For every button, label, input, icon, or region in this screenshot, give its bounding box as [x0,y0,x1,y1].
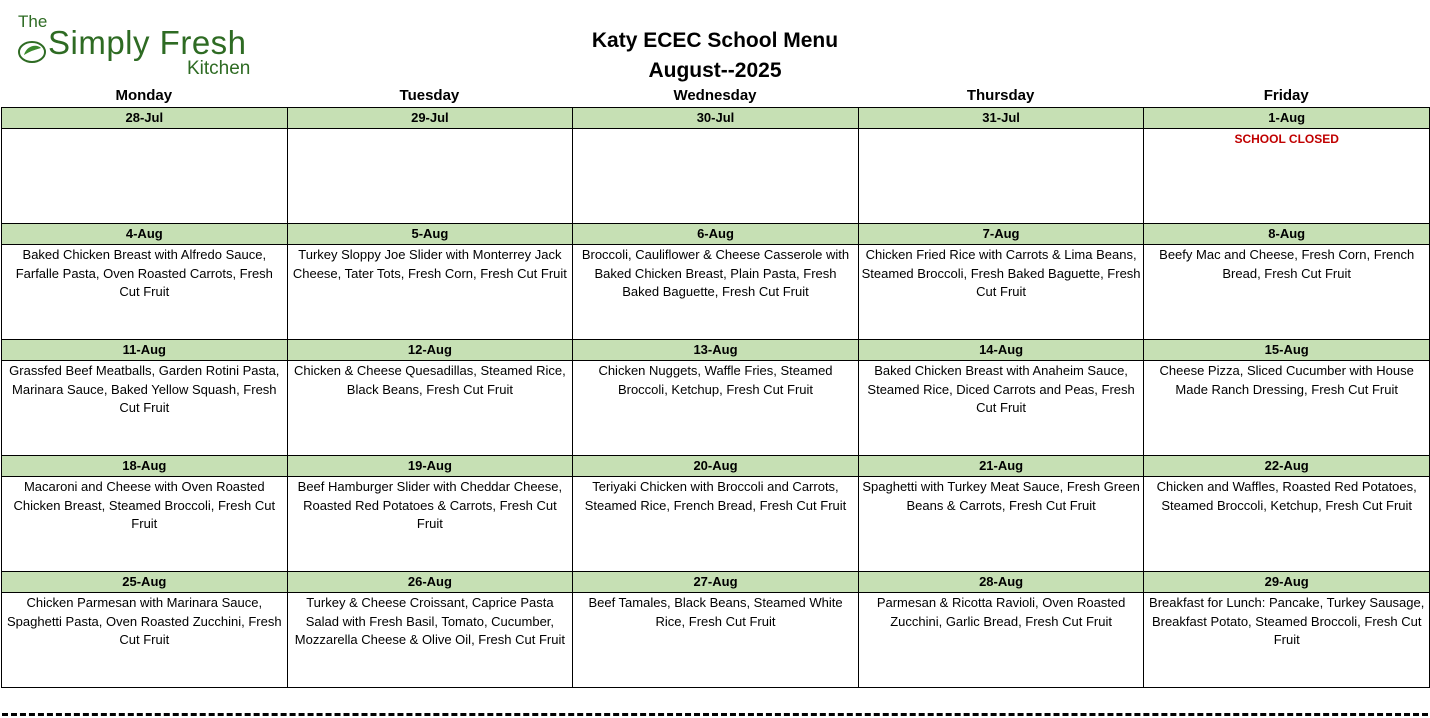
menu-cell: Grassfed Beef Meatballs, Garden Rotini Pasta, Marinara Sauce, Baked Yellow Squash, Fresh Cut Fruit [2,361,288,456]
day-headers [1,86,1429,106]
page-title [0,26,1430,86]
date-cell: 5-Aug [288,224,574,245]
date-cell: 14-Aug [859,340,1145,361]
menu-cell [2,129,288,224]
logo-the-text: The [18,12,48,31]
menu-cell: Chicken Parmesan with Marinara Sauce, Spaghetti Pasta, Oven Roasted Zucchini, Fresh Cut Fruit [2,593,288,688]
menu-cell [573,129,859,224]
week-row-4 [2,456,1430,477]
day-header-friday: Friday [1263,87,1309,104]
menu-cell: Turkey Sloppy Joe Slider with Monterrey Jack Cheese, Tater Tots, Fresh Corn, Fresh Cut Fruit [288,245,574,340]
menu-cell: Baked Chicken Breast with Anaheim Sauce, Steamed Rice, Diced Carrots and Peas, Fresh Cut Fruit [859,361,1145,456]
logo-kitchen-text: Kitchen [187,58,251,79]
date-cell: 6-Aug [573,224,859,245]
menu-cell: Chicken and Waffles, Roasted Red Potatoes, Steamed Broccoli, Ketchup, Fresh Cut Fruit [1144,477,1430,572]
date-cell: 26-Aug [288,572,574,593]
menu-cell: Parmesan & Ricotta Ravioli, Oven Roasted Zucchini, Garlic Bread, Fresh Cut Fruit [859,593,1145,688]
date-cell: 19-Aug [288,456,574,477]
title-line-1: Katy ECEC School Menu [591,29,839,52]
date-cell: 20-Aug [573,456,859,477]
title-line-2: August--2025 [648,59,782,82]
date-cell: 1-Aug [1144,108,1430,129]
menu-row-4 [2,477,1430,572]
menu-row-1 [2,129,1430,224]
menu-cell: Teriyaki Chicken with Broccoli and Carrots, Steamed Rice, French Bread, Fresh Cut Fruit [573,477,859,572]
menu-cell: Cheese Pizza, Sliced Cucumber with House Made Ranch Dressing, Fresh Cut Fruit [1144,361,1430,456]
date-cell: 30-Jul [573,108,859,129]
menu-cell: Chicken & Cheese Quesadillas, Steamed Rice, Black Beans, Fresh Cut Fruit [288,361,574,456]
school-closed-notice: SCHOOL CLOSED [1144,129,1430,224]
day-header-wednesday: Wednesday [673,87,757,104]
menu-cell: Baked Chicken Breast with Alfredo Sauce, Farfalle Pasta, Oven Roasted Carrots, Fresh Cut Fruit [2,245,288,340]
date-cell: 8-Aug [1144,224,1430,245]
date-cell: 21-Aug [859,456,1145,477]
date-cell: 25-Aug [2,572,288,593]
day-header-thursday: Thursday [966,87,1035,104]
date-cell: 22-Aug [1144,456,1430,477]
date-cell: 28-Aug [859,572,1145,593]
date-cell: 15-Aug [1144,340,1430,361]
menu-cell: Turkey & Cheese Croissant, Caprice Pasta Salad with Fresh Basil, Tomato, Cucumber, Mozzarella Cheese & Olive Oil, Fresh Cut Fruit [288,593,574,688]
week-row-3 [2,340,1430,361]
menu-cell [859,129,1145,224]
date-cell: 18-Aug [2,456,288,477]
week-row-2 [2,224,1430,245]
date-cell: 29-Jul [288,108,574,129]
date-cell: 7-Aug [859,224,1145,245]
week-row-5 [2,572,1430,593]
menu-cell: Beefy Mac and Cheese, Fresh Corn, French Bread, Fresh Cut Fruit [1144,245,1430,340]
date-cell: 12-Aug [288,340,574,361]
menu-cell: Breakfast for Lunch: Pancake, Turkey Sausage, Breakfast Potato, Steamed Broccoli, Fresh Cut Fruit [1144,593,1430,688]
menu-cell: Broccoli, Cauliflower & Cheese Casserole with Baked Chicken Breast, Plain Pasta, Fresh Baked Baguette, Fresh Cut Fruit [573,245,859,340]
logo-main-text: Simply Fresh [48,24,247,61]
menu-row-2 [2,245,1430,340]
date-cell: 27-Aug [573,572,859,593]
day-header-monday: Monday [115,87,173,104]
date-cell: 13-Aug [573,340,859,361]
menu-cell: Macaroni and Cheese with Oven Roasted Chicken Breast, Steamed Broccoli, Fresh Cut Fruit [2,477,288,572]
week-row-1 [2,108,1430,129]
menu-cell: Chicken Nuggets, Waffle Fries, Steamed Broccoli, Ketchup, Fresh Cut Fruit [573,361,859,456]
dashed-divider [2,713,1428,716]
menu-cell: Beef Tamales, Black Beans, Steamed White Rice, Fresh Cut Fruit [573,593,859,688]
date-cell: 28-Jul [2,108,288,129]
menu-cell: Chicken Fried Rice with Carrots & Lima Beans, Steamed Broccoli, Fresh Baked Baguette, Fresh Cut Fruit [859,245,1145,340]
date-cell: 29-Aug [1144,572,1430,593]
menu-row-3 [2,361,1430,456]
menu-cell: Spaghetti with Turkey Meat Sauce, Fresh Green Beans & Carrots, Fresh Cut Fruit [859,477,1145,572]
day-header-tuesday: Tuesday [399,87,460,104]
menu-cell: Beef Hamburger Slider with Cheddar Cheese, Roasted Red Potatoes & Carrots, Fresh Cut Fruit [288,477,574,572]
date-cell: 11-Aug [2,340,288,361]
menu-row-5 [2,593,1430,688]
menu-cell [288,129,574,224]
menu-calendar [1,107,1430,688]
date-cell: 4-Aug [2,224,288,245]
date-cell: 31-Jul [859,108,1145,129]
